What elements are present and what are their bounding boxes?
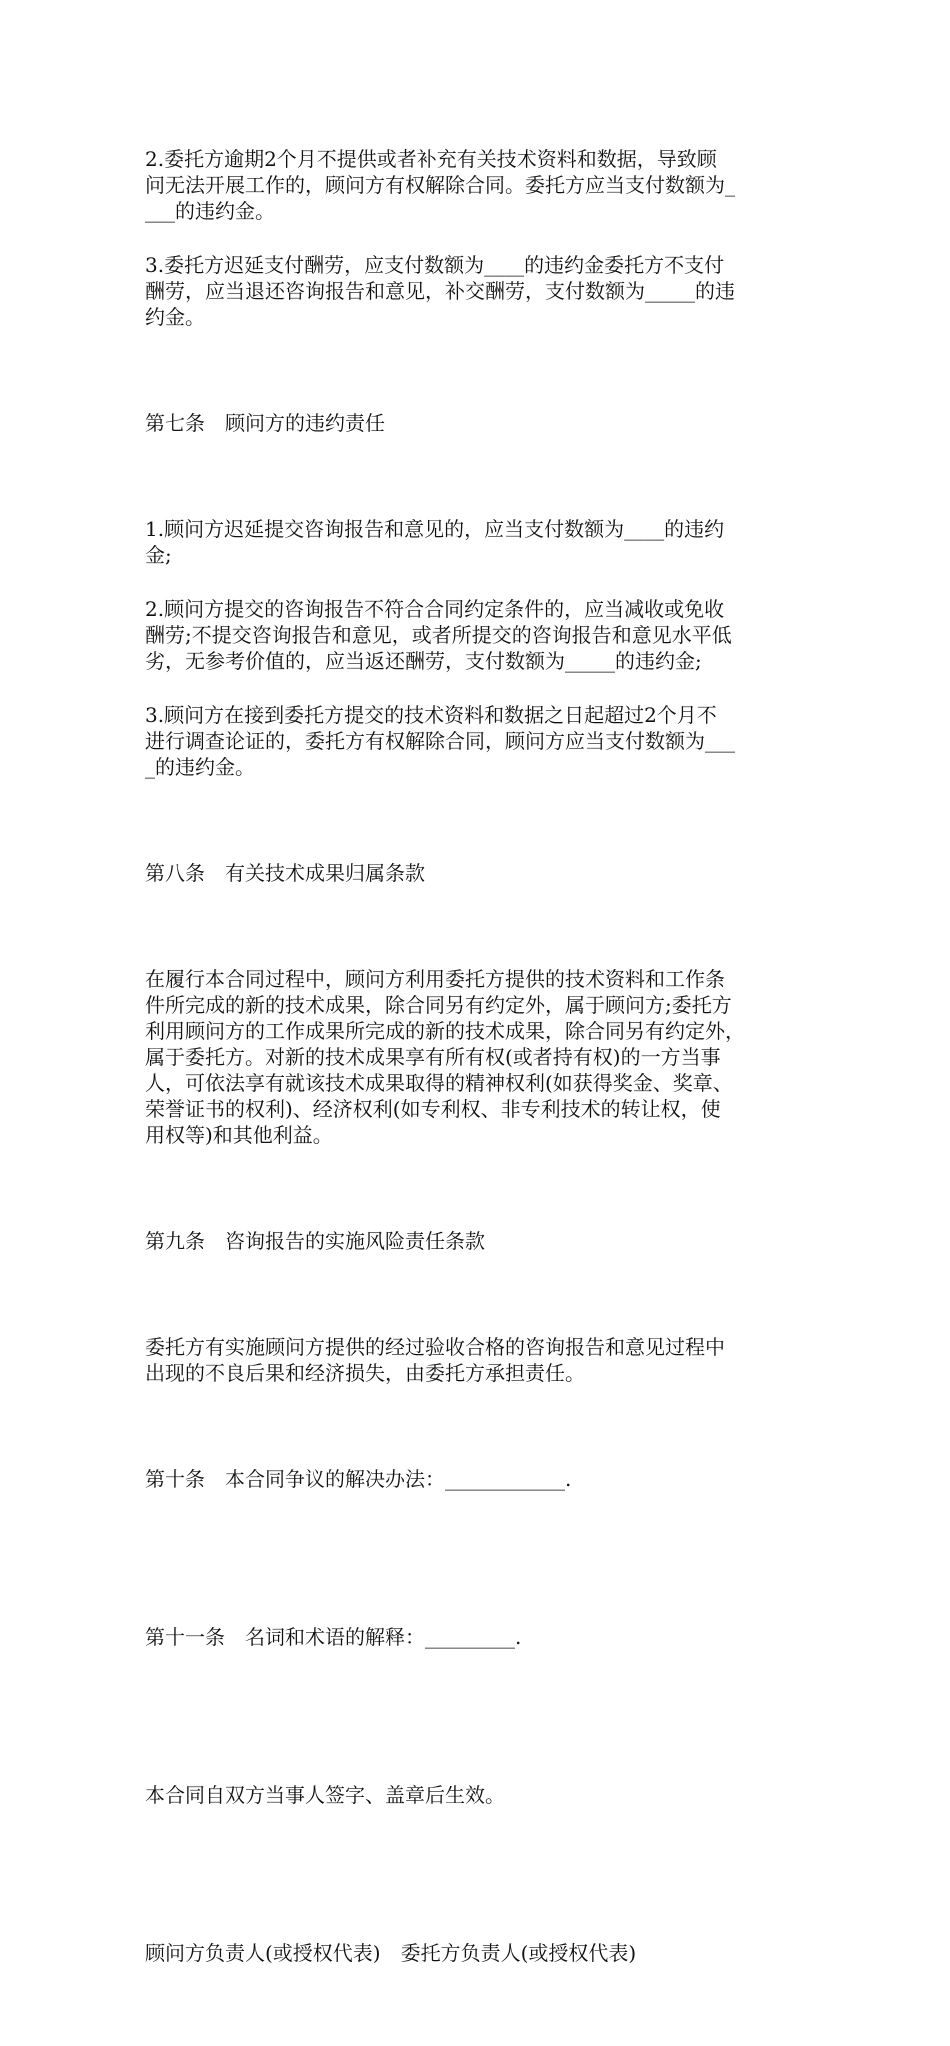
clause-paragraph-6-3 [145,252,807,330]
heading-text: 第八条 有关技术成果归属条款 [145,861,425,885]
text-line: 用权等)和其他利益。 [145,1123,333,1147]
text-line: 荣誉证书的权利)、经济权利(如专利权、非专利技术的转让权，使 [145,1097,721,1121]
clause-paragraph-7-1 [145,516,807,568]
text-line: 酬劳;不提交咨询报告和意见，或者所提交的咨询报告和意见水平低 [145,623,732,647]
text-line: 1.顾问方迟延提交咨询报告和意见的，应当支付数额为____的违约 [145,517,725,541]
text-line: ___的违约金。 [145,199,275,223]
article-9-heading [145,1176,807,1306]
heading-text: 第十条 本合同争议的解决办法：____________. [145,1467,572,1491]
text-line: 本合同自双方当事人签字、盖章后生效。 [145,1783,505,1807]
text-line: 委托方有实施顾问方提供的经过验收合格的咨询报告和意见过程中 [145,1335,725,1359]
article-9-body [145,1334,807,1386]
text-line: 利用顾问方的工作成果所完成的新的技术成果，除合同另有约定外， [145,1019,745,1043]
article-10-heading [145,1414,807,1544]
text-line: 金; [145,543,172,567]
heading-text: 第十一条 名词和术语的解释：_________. [145,1625,522,1649]
article-8-heading [145,808,807,938]
text-line: 2.委托方逾期2个月不提供或者补充有关技术资料和数据，导致顾 [145,147,717,171]
clause-paragraph-6-2 [145,146,807,224]
text-line: 劣，无参考价值的，应当返还酬劳，支付数额为_____的违约金; [145,649,702,673]
text-line: 出现的不良后果和经济损失，由委托方承担责任。 [145,1361,585,1385]
text-line: 酬劳，应当退还咨询报告和意见，补交酬劳，支付数额为_____的违 [145,279,735,303]
article-7-heading [145,358,807,488]
text-line: 问无法开展工作的，顾问方有权解除合同。委托方应当支付数额为_ [145,173,735,197]
article-8-body [145,966,807,1148]
text-line: 人，可依法享有就该技术成果取得的精神权利(如获得奖金、奖章、 [145,1071,733,1095]
clause-paragraph-7-2 [145,596,807,674]
text-line: 进行调查论证的，委托方有权解除合同，顾问方应当支付数额为___ [145,729,735,753]
article-11-heading [145,1572,807,1702]
text-line: 属于委托方。对新的技术成果享有所有权(或者持有权)的一方当事 [145,1045,721,1069]
effectiveness-clause [145,1730,807,1860]
heading-text: 第九条 咨询报告的实施风险责任条款 [145,1229,485,1253]
text-line: 约金。 [145,305,205,329]
text-line: 3.委托方迟延支付酬劳，应支付数额为____的违约金委托方不支付 [145,253,725,277]
text-line: 2.顾问方提交的咨询报告不符合合同约定条件的，应当减收或免收 [145,597,725,621]
heading-text: 第七条 顾问方的违约责任 [145,411,385,435]
text-line: 3.顾问方在接到委托方提交的技术资料和数据之日起超过2个月不 [145,703,717,727]
text-line: 在履行本合同过程中，顾问方利用委托方提供的技术资料和工作条 [145,967,725,991]
text-line: _的违约金。 [145,755,255,779]
text-line: 件所完成的新的技术成果，除合同另有约定外，属于顾问方;委托方 [145,993,732,1017]
clause-paragraph-7-3 [145,702,807,780]
document-body [145,146,807,2046]
signature-representatives [145,1888,807,2018]
text-line: 顾问方负责人(或授权代表) 委托方负责人(或授权代表) [145,1941,637,1965]
